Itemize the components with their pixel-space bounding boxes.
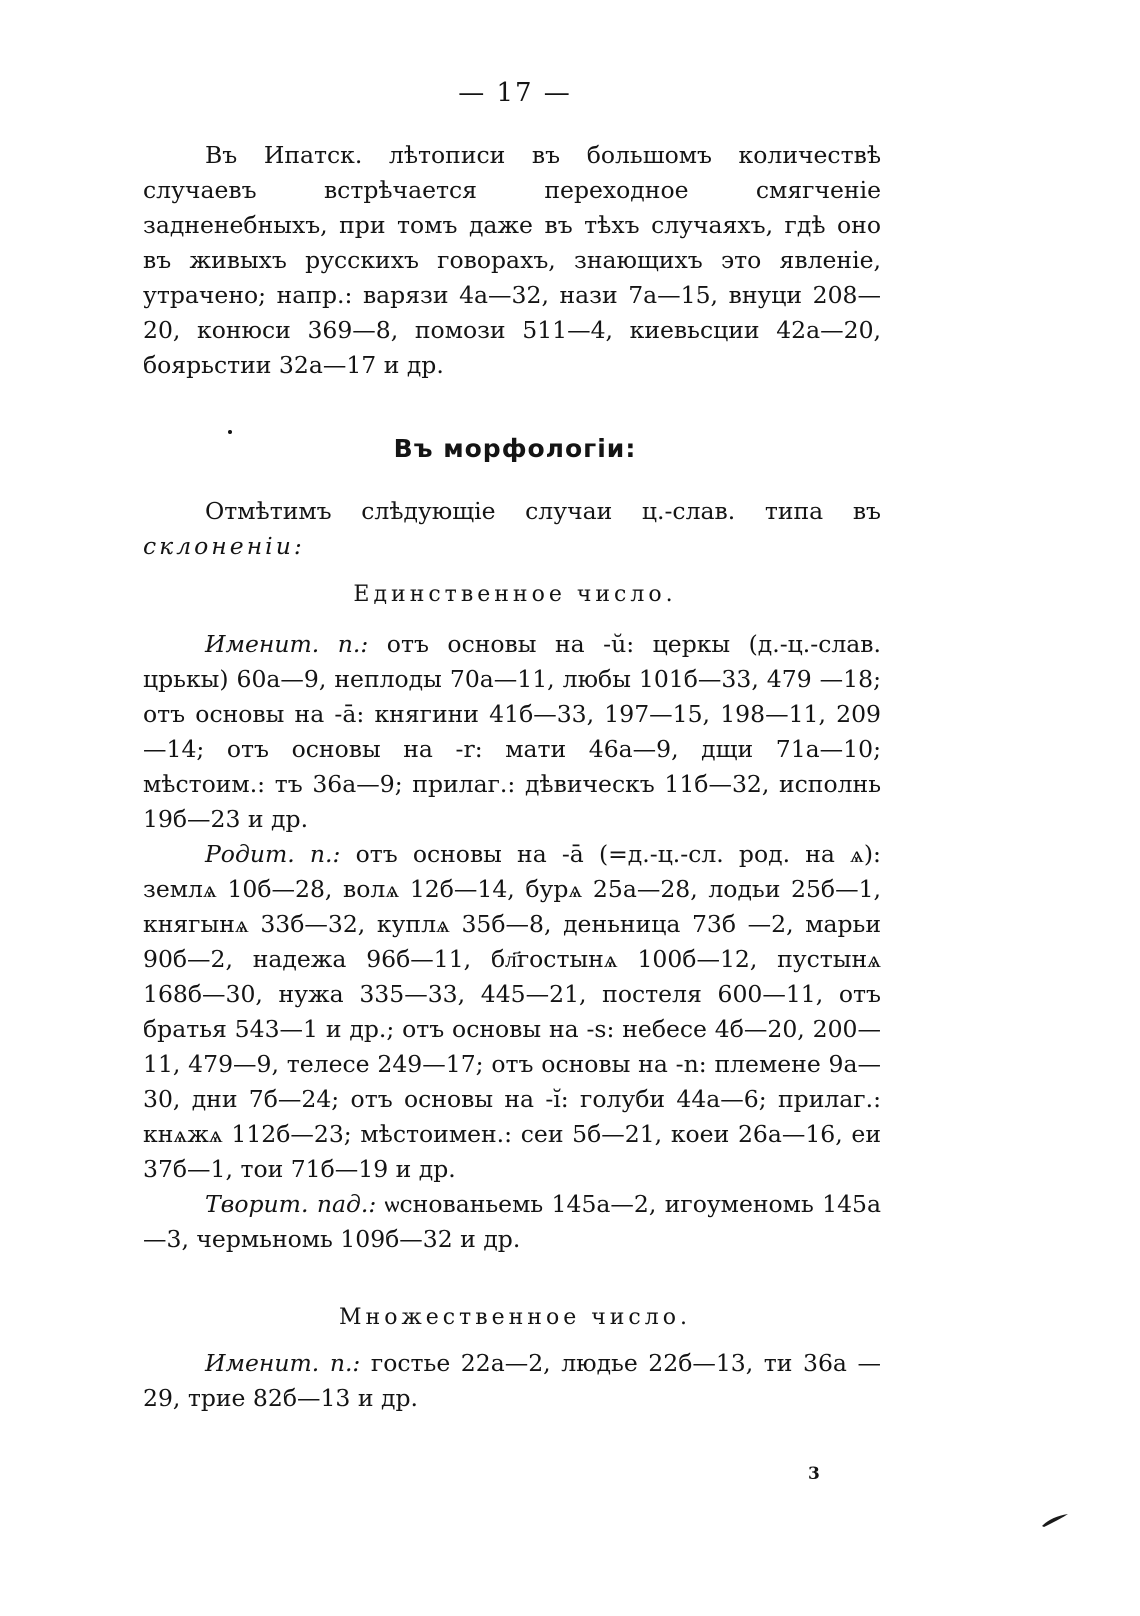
subheading-plural: Множественное число. — [339, 1305, 691, 1330]
instrumental-entry — [143, 1187, 881, 1257]
case-label-instrumental: Творит. пад.: — [205, 1190, 377, 1218]
plural-nominative-examples: гостье 22а—2, людье 22б—13, ти 36а —29, трие 82б—13 и др. — [143, 1349, 881, 1412]
intro-text: Отмѣтимъ слѣдующіе случаи ц.-слав. типа въ — [205, 497, 881, 525]
case-label-nominative: Именит. п.: — [205, 630, 369, 658]
case-label-genitive: Родит. п.: — [205, 840, 341, 868]
genitive-examples: отъ основы на -ā (=д.-ц.-сл. род. на ѧ): землѧ 10б—28, волѧ 12б—14, бурѧ 25а—28, лодьи 25б—1, княгынѧ 33б—32, куплѧ 35б—8, деньница 73б —2, марьи 90б—2, надежа 96б—11, бл҃гостынѧ 100б—12, пустынѧ 168б—30, нужа 335—33, 445—21, постеля 600—11, отъ братья 543—1 и др.; отъ основы на -s: небесе 4б—20, 200—11, 479—9, телесе 249—17; отъ основы на -n: племене 9а—30, дни 7б—24; отъ основы на -ĭ: голуби 44а—6; прилаг.: кнѧжѧ 112б—23; мѣстоимен.: сеи 5б—21, коеи 26а—16, еи 37б—1, тои 71б—19 и др. — [143, 840, 881, 1183]
nominative-entry — [143, 627, 881, 837]
page-number: — 17 — — [458, 78, 572, 108]
case-label-plural-nominative: Именит. п.: — [205, 1349, 361, 1377]
intro-italic-term: склоненіи: — [143, 532, 305, 560]
nominative-examples: отъ основы на -ŭ: церкы (д.-ц.-слав. црькы) 60а—9, неплоды 70а—11, любы 101б—33, 479 —18; отъ основы на -ā: княгини 41б—33, 197—15, 198—11, 209—14; отъ основы на -r: мати 46а—9, дщи 71а—10; мѣстоим.: тъ 36а—9; прилаг.: дѣвическъ 11б—32, исполнь 19б—23 и др. — [143, 630, 882, 833]
plural-case-list — [143, 1346, 881, 1416]
paragraph-intro — [143, 494, 881, 564]
plural-nominative-entry — [143, 1346, 881, 1416]
instrumental-examples: ѡснованьемь 145а—2, игоуменомь 145а—3, чермьномь 109б—32 и др. — [143, 1190, 881, 1253]
singular-case-list — [143, 627, 881, 1257]
signature-mark: 3 — [808, 1464, 820, 1484]
genitive-entry — [143, 837, 881, 1187]
section-heading-morphology: Въ морфологіи: — [393, 434, 637, 463]
subheading-singular: Единственное число. — [353, 582, 677, 607]
paragraph-phonetics — [143, 138, 881, 383]
ink-blot-icon — [1040, 1512, 1070, 1528]
paragraph-text: Въ Ипатск. лѣтописи въ большомъ количествѣ случаевъ встрѣчается переходное смягченіе задненебныхъ, при томъ даже въ тѣхъ случаяхъ, гдѣ оно въ живыхъ русскихъ говорахъ, знающихъ это явленіе, утрачено; напр.: варязи 4а—32, нази 7а—15, внуци 208—20, конюси 369—8, помози 511—4, киевьсции 42а—20, боярьстии 32а—17 и др. — [143, 141, 881, 379]
